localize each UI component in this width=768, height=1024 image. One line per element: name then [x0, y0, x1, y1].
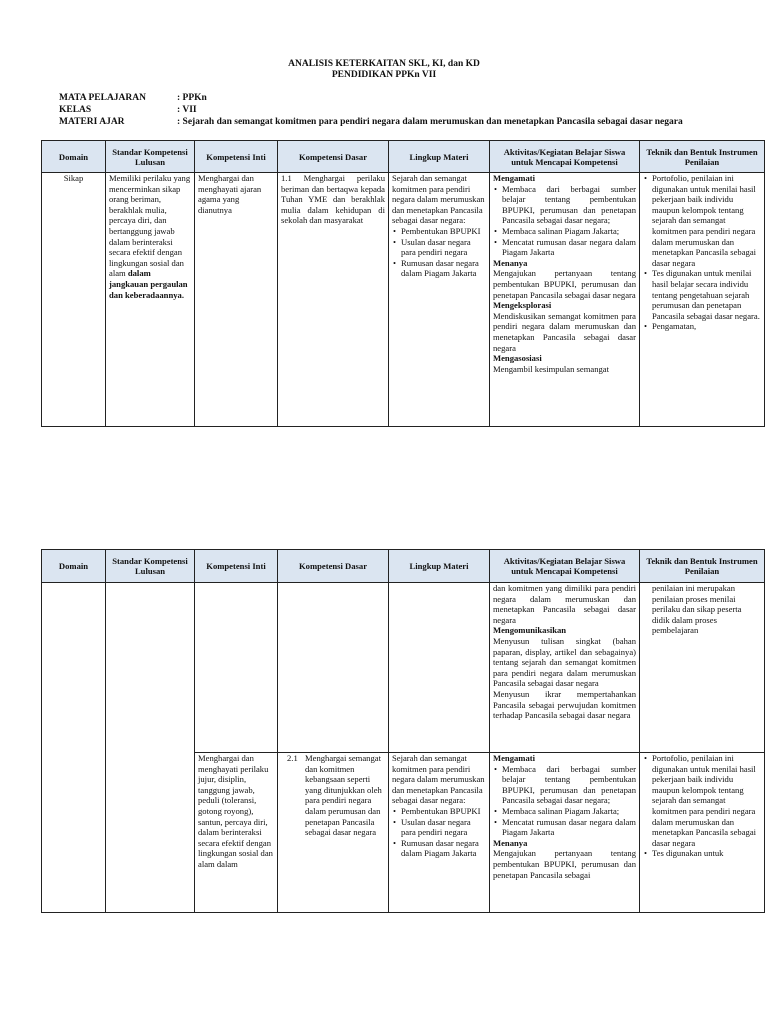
penilaian-cell	[640, 583, 765, 753]
list-item: • Mencatat rumusan dasar negara dalam Piagam Jakarta	[493, 817, 636, 838]
materi-list	[392, 226, 486, 279]
kd-cell	[278, 753, 389, 913]
list-item: • Portofolio, penilaian ini digunakan untuk menilai hasil pekerjaan baik individu maupun kelompok tentang sejarah dan semangat komitmen para pendiri negara dalam merumuskan dan menetapkan Pancasila sebagai dasar negara	[643, 173, 761, 268]
kd-cell	[278, 583, 389, 753]
activity-heading: Mengeksplorasi	[493, 300, 552, 311]
kd-number: 1.1	[281, 173, 292, 183]
materi-cell	[389, 753, 490, 913]
header-penilaian: Teknik dan Bentuk Instrumen Penilaian	[640, 550, 765, 583]
list-item: • Portofolio, penilaian ini digunakan untuk menilai hasil pekerjaan baik individu maupun kelompok tentang sejarah dan semangat komitmen para pendiri negara dalam merumuskan dan menetapkan Pancasila sebagai dasar negara	[643, 753, 761, 848]
activity-heading: Menanya	[493, 257, 528, 268]
meta-value: : Sejarah dan semangat komitmen para pendiri negara dalam merumuskan dan menetapkan Pancasila sebagai dasar negara	[177, 117, 683, 127]
assessment-text: penilaian ini merupakan penilaian proses menilai perilaku dan sikap peserta didik dalam proses pembelajaran	[652, 583, 742, 636]
activity-heading: Mengasosiasi	[493, 353, 542, 364]
header-domain: Domain	[42, 141, 106, 173]
meta-key: MATA PELAJARAN	[59, 93, 146, 103]
skl-cell	[106, 583, 195, 913]
kd-cell	[278, 173, 389, 427]
meta-row-class	[59, 104, 683, 116]
header-skl: Standar Kompetensi Lulusan	[106, 550, 195, 583]
activity-text: Menyusun ikrar mempertahankan Pancasila sebagai perwujudan komitmen terhadap Pancasila sebagai dasar negara	[493, 688, 636, 721]
ki-cell: Menghargai dan menghayati perilaku jujur, disiplin, tanggung jawab, peduli (toleransi, gotong royong), santun, percaya diri, dalam berinteraksi secara efektif dengan lingkungan sosial dan alam dalam	[195, 753, 278, 913]
header-penilaian: Teknik dan Bentuk Instrumen Penilaian	[640, 141, 765, 173]
meta-key: MATERI AJAR	[59, 117, 125, 127]
aktivitas-cell	[490, 753, 640, 913]
aktivitas-cell	[490, 583, 640, 753]
meta-value: : VII	[177, 105, 197, 115]
ki-cell: Menghargai dan menghayati ajaran agama yang dianutnya	[195, 173, 278, 427]
ki-cell	[195, 583, 278, 753]
list-item: • Membaca salinan Piagam Jakarta;	[493, 226, 636, 237]
activity-list	[493, 184, 636, 258]
list-item: • Rumusan dasar negara dalam Piagam Jakarta	[392, 258, 486, 279]
header-kd: Kompetensi Dasar	[278, 550, 389, 583]
document-title: ANALISIS KETERKAITAN SKL, KI, dan KD	[288, 59, 480, 69]
analysis-table-1	[41, 140, 765, 427]
analysis-table-2	[41, 549, 765, 913]
domain-cell: Sikap	[42, 173, 106, 427]
penilaian-cell	[640, 753, 765, 913]
skl-text: Memiliki perilaku yang mencerminkan sikap orang beriman, berakhlak mulia, percaya diri, dan bertanggung jawab dalam berinteraksi secara efektif dengan lingkungan sosial dan alam	[109, 173, 191, 279]
table-header-row	[42, 550, 765, 583]
list-item: • Pembentukan BPUPKI	[392, 226, 486, 237]
materi-cell	[389, 173, 490, 427]
activity-text: Mengajukan pertanyaan tentang pembentukan BPUPKI, perumusan dan penetapan Pancasila sebagai dasar negara	[493, 268, 636, 300]
kd-text: Menghargai perilaku beriman dan bertaqwa kepada Tuhan YME dan berakhlak mulia dalam kehidupan di sekolah dan masyarakat	[281, 173, 385, 226]
header-aktivitas: Aktivitas/Kegiatan Belajar Siswa untuk Mencapai Kompetensi	[490, 141, 640, 173]
kd-text: Menghargai semangat dan komitmen kebangsaan seperti yang ditunjukkan oleh para pendiri negara dalam perumusan dan penetapan Pancasila sebagai dasar negara	[305, 753, 382, 838]
list-item: • Membaca salinan Piagam Jakarta;	[493, 806, 636, 817]
activity-heading: Mengomunikasikan	[493, 625, 567, 636]
activity-text: Mengambil kesimpulan semangat	[493, 363, 609, 374]
list-item: • Pembentukan BPUPKI	[392, 806, 486, 817]
activity-text: Menyusun tulisan singkat (bahan paparan, display, artikel dan sebagainya) tentang sejarah dan semangat komitmen para pendiri negara dalam merumuskan Pancasila sebagai dasar negara	[493, 635, 636, 689]
list-item: • Tes digunakan untuk	[643, 848, 761, 859]
meta-row-material	[59, 116, 683, 128]
header-ki: Kompetensi Inti	[195, 141, 278, 173]
activity-heading: Mengamati	[493, 173, 536, 183]
list-item: • Membaca dari berbagai sumber belajar tentang pembentukan BPUPKI, perumusan dan penetapan Pancasila sebagai dasar negara;	[493, 764, 636, 806]
header-skl: Standar Kompetensi Lulusan	[106, 141, 195, 173]
activity-heading: Mengamati	[493, 753, 536, 763]
header-materi: Lingkup Materi	[389, 141, 490, 173]
list-item: • Usulan dasar negara para pendiri negara	[392, 237, 486, 258]
document-meta	[59, 92, 683, 128]
domain-cell	[42, 583, 106, 913]
assessment-list	[643, 753, 761, 859]
skl-text-bold: dalam jangkauan pergaulan dan keberadaannya.	[109, 268, 188, 300]
materi-intro: Sejarah dan semangat komitmen para pendiri negara dalam merumuskan dan menetapkan Pancasila sebagai dasar negara:	[392, 753, 485, 806]
assessment-list	[643, 173, 761, 332]
list-item: • Membaca dari berbagai sumber belajar tentang pembentukan BPUPKI, perumusan dan penetapan Pancasila sebagai dasar negara;	[493, 184, 636, 226]
penilaian-cell	[640, 173, 765, 427]
header-ki: Kompetensi Inti	[195, 550, 278, 583]
skl-cell	[106, 173, 195, 427]
table-row	[42, 583, 765, 753]
list-item: • Tes digunakan untuk menilai hasil belajar secara individu tentang pengetahuan sejarah perumusan dan penetapan Pancasila sebagai dasar negara.	[643, 268, 761, 321]
materi-list	[392, 806, 486, 859]
header-kd: Kompetensi Dasar	[278, 141, 389, 173]
list-item: • Usulan dasar negara para pendiri negara	[392, 817, 486, 838]
list-item: • Mencatat rumusan dasar negara dalam Piagam Jakarta	[493, 237, 636, 258]
activity-text: dan komitmen yang dimiliki para pendiri negara dalam merumuskan dan menetapkan Pancasila sebagai dasar negara	[493, 583, 636, 625]
activity-text: Mengajukan pertanyaan tentang pembentukan BPUPKI, perumusan dan penetapan Pancasila sebagai	[493, 848, 636, 880]
meta-value: : PPKn	[177, 93, 207, 103]
activity-text: Mendiskusikan semangat komitmen para pendiri negara dalam merumuskan dan menetapkan Pancasila sebagai dasar negara	[493, 310, 636, 353]
list-item: • Rumusan dasar negara dalam Piagam Jakarta	[392, 838, 486, 859]
header-materi: Lingkup Materi	[389, 550, 490, 583]
materi-intro: Sejarah dan semangat komitmen para pendiri negara dalam merumuskan dan menetapkan Pancasila sebagai dasar negara:	[392, 173, 485, 226]
meta-key: KELAS	[59, 105, 92, 115]
header-domain: Domain	[42, 550, 106, 583]
kd-number: 2.1	[287, 753, 298, 763]
materi-cell	[389, 583, 490, 753]
activity-list	[493, 764, 636, 838]
document-subtitle: PENDIDIKAN PPKn VII	[331, 70, 437, 80]
header-aktivitas: Aktivitas/Kegiatan Belajar Siswa untuk Mencapai Kompetensi	[490, 550, 640, 583]
table-row	[42, 173, 765, 427]
table-header-row	[42, 141, 765, 173]
activity-heading: Menanya	[493, 837, 528, 848]
kd-item	[281, 753, 385, 838]
meta-row-subject	[59, 92, 683, 104]
aktivitas-cell	[490, 173, 640, 427]
list-item: • Pengamatan,	[643, 321, 761, 332]
